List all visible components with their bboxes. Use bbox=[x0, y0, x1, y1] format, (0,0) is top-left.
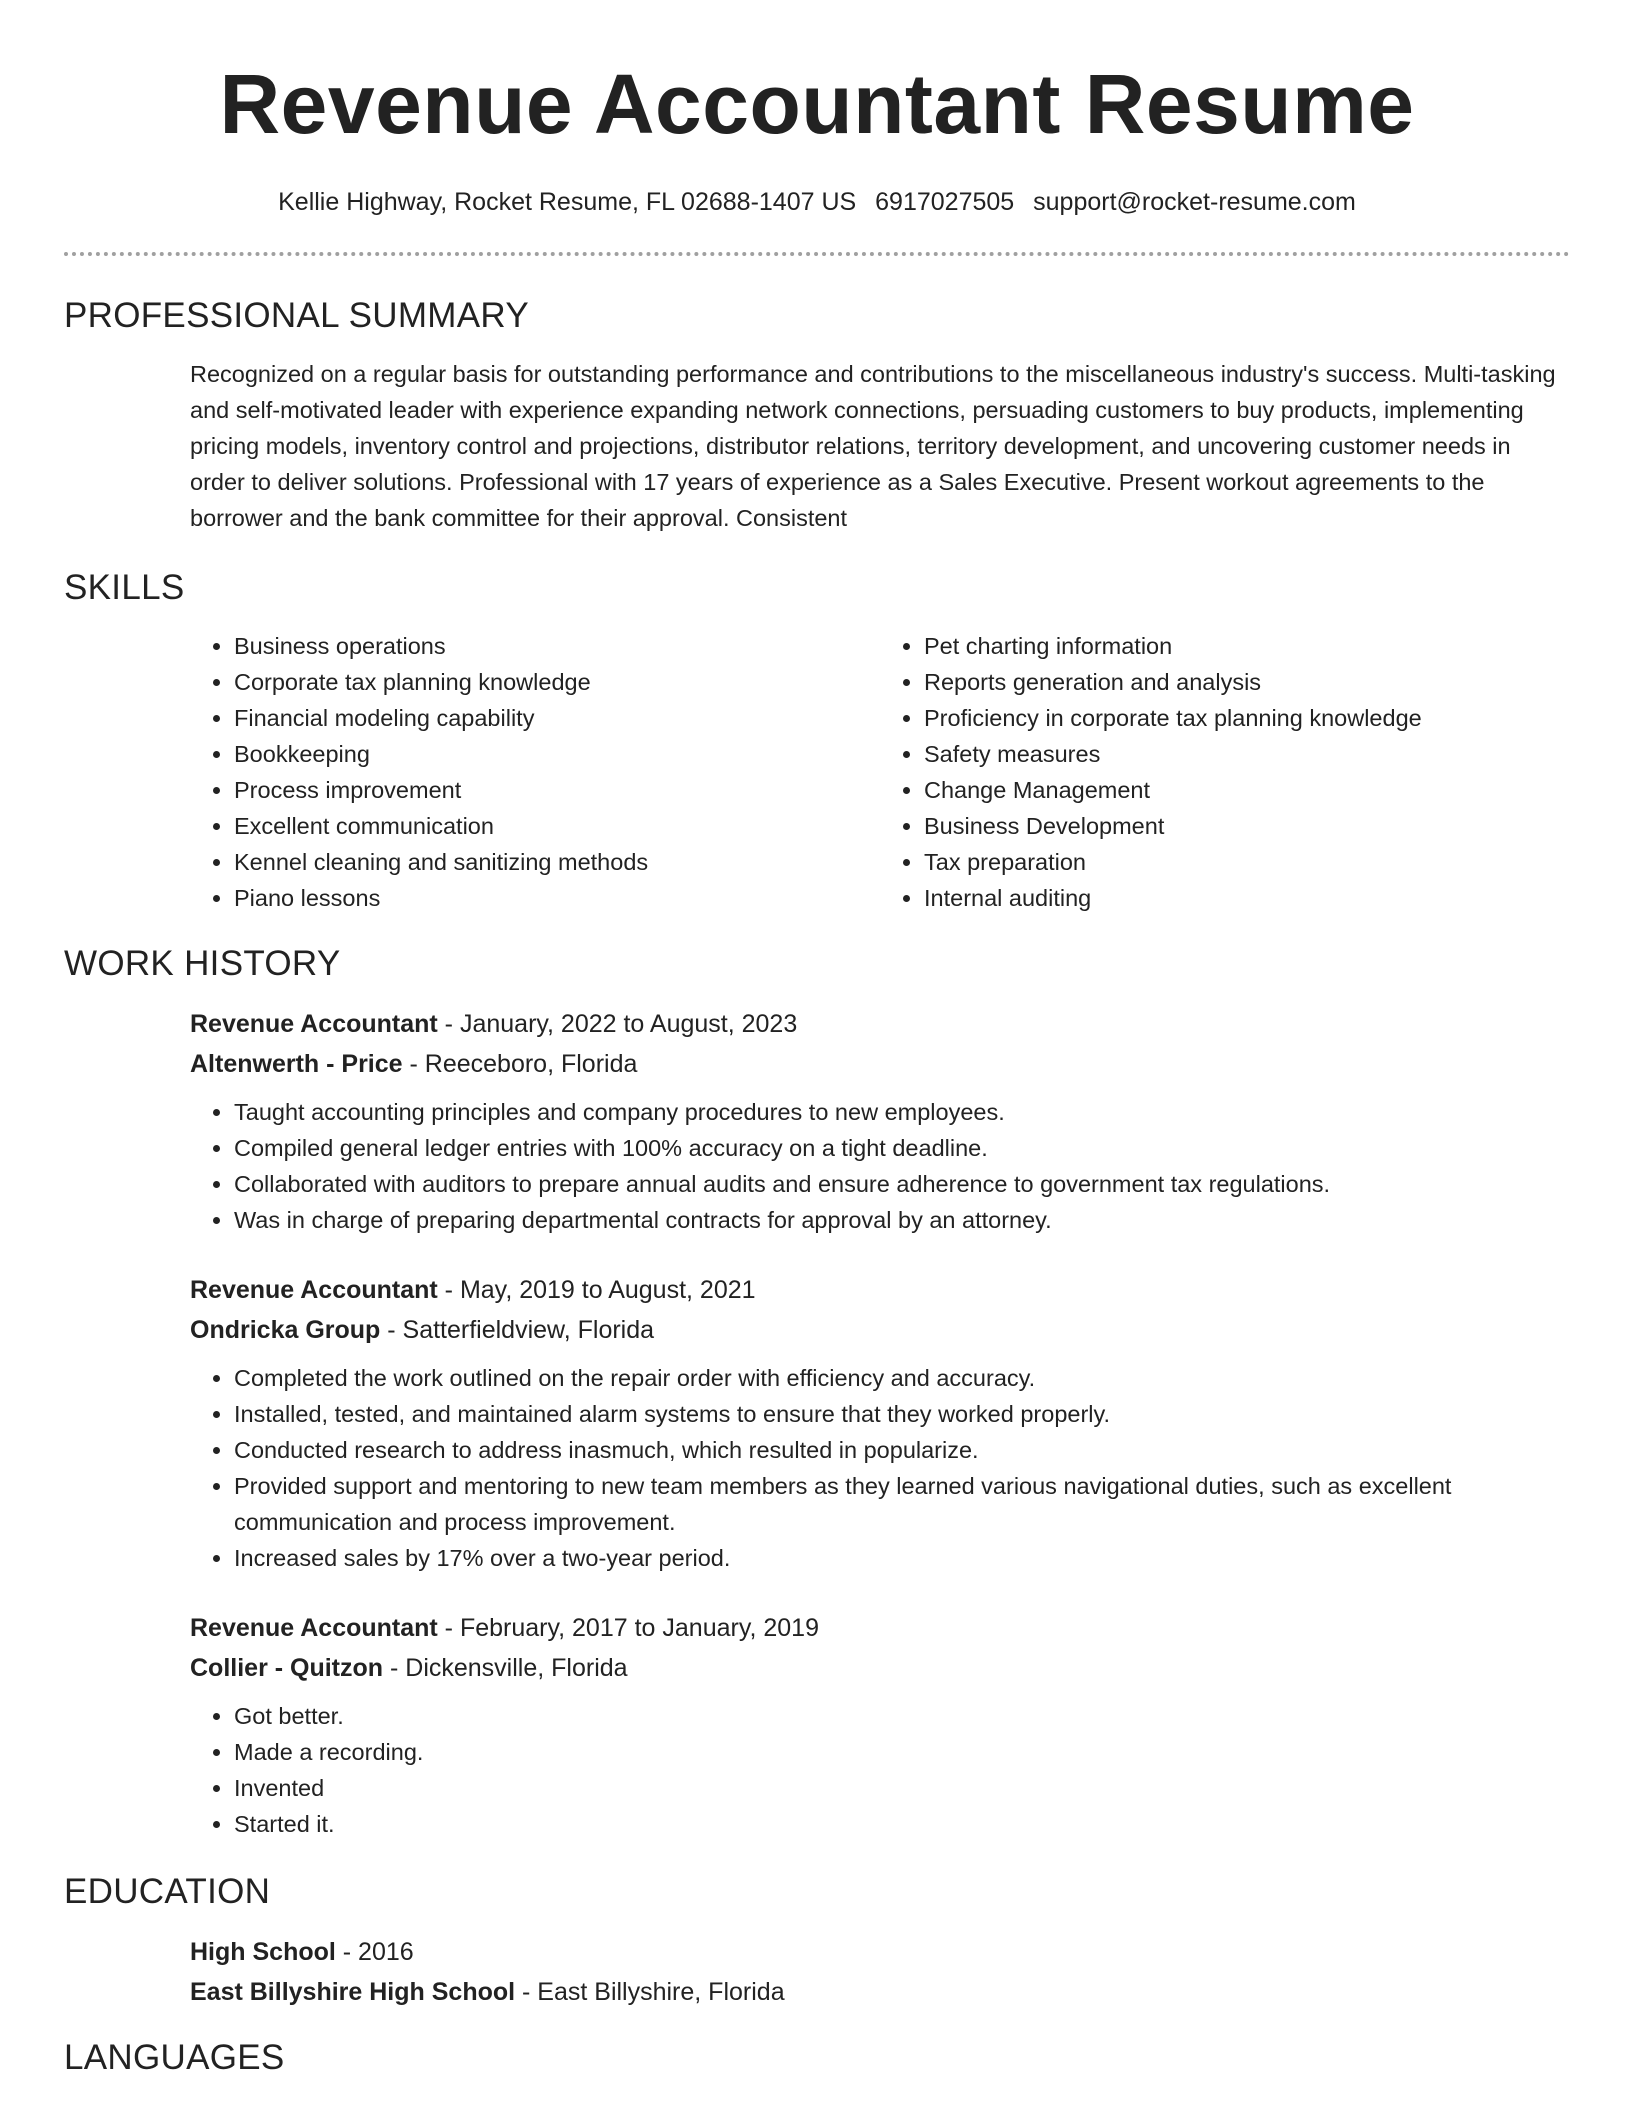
education-heading: EDUCATION bbox=[64, 1872, 271, 1911]
job-bullet: • Completed the work outlined on the repair order with efficiency and accuracy. bbox=[234, 1360, 1570, 1396]
job-company-line bbox=[190, 1648, 1570, 1688]
job-entry bbox=[190, 1270, 1570, 1576]
job-title-line bbox=[190, 1004, 1570, 1044]
job-entry bbox=[190, 1608, 1570, 1842]
job-bullet: • Got better. bbox=[234, 1698, 1570, 1734]
skill-item: • Piano lessons bbox=[234, 880, 880, 916]
education-entry bbox=[190, 1932, 1570, 2012]
job-company-line bbox=[190, 1044, 1570, 1084]
skill-item: • Kennel cleaning and sanitizing methods bbox=[234, 844, 880, 880]
job-bullet: • Started it. bbox=[234, 1806, 1570, 1842]
education-degree-line bbox=[190, 1932, 1570, 1972]
skill-item: • Corporate tax planning knowledge bbox=[234, 664, 880, 700]
skill-item: • Proficiency in corporate tax planning knowledge bbox=[924, 700, 1570, 736]
education-school-line bbox=[190, 1972, 1570, 2012]
languages-heading: LANGUAGES bbox=[64, 2038, 285, 2077]
job-location: - Satterfieldview, Florida bbox=[380, 1316, 655, 1344]
job-bullet: • Provided support and mentoring to new team members as they learned various navigational duties, such as excellent communication and process improvement. bbox=[234, 1468, 1570, 1540]
job-bullet: • Collaborated with auditors to prepare annual audits and ensure adherence to government tax regulations. bbox=[234, 1166, 1570, 1202]
job-bullet: • Was in charge of preparing departmental contracts for approval by an attorney. bbox=[234, 1202, 1570, 1238]
job-bullet: • Compiled general ledger entries with 100% accuracy on a tight deadline. bbox=[234, 1130, 1570, 1166]
job-entry bbox=[190, 1004, 1570, 1238]
skill-item: • Process improvement bbox=[234, 772, 880, 808]
job-bullet: • Invented bbox=[234, 1770, 1570, 1806]
skill-item: • Reports generation and analysis bbox=[924, 664, 1570, 700]
job-bullet: • Installed, tested, and maintained alarm systems to ensure that they worked properly. bbox=[234, 1396, 1570, 1432]
skill-item: • Internal auditing bbox=[924, 880, 1570, 916]
job-dates: - May, 2019 to August, 2021 bbox=[437, 1276, 756, 1304]
job-company: Collier - Quitzon bbox=[190, 1654, 384, 1682]
job-bullet: • Made a recording. bbox=[234, 1734, 1570, 1770]
skill-item: • Business operations bbox=[234, 628, 880, 664]
education-degree: High School bbox=[190, 1938, 336, 1966]
skill-item: • Excellent communication bbox=[234, 808, 880, 844]
skills-left-column bbox=[190, 628, 880, 916]
resume-page bbox=[64, 0, 1570, 2080]
header-divider bbox=[64, 252, 1570, 256]
job-location: - Reeceboro, Florida bbox=[402, 1050, 638, 1078]
job-bullets bbox=[190, 1094, 1570, 1238]
skill-item: • Change Management bbox=[924, 772, 1570, 808]
job-title: Revenue Accountant bbox=[190, 1276, 438, 1304]
job-title-line bbox=[190, 1608, 1570, 1648]
education-location: - East Billyshire, Florida bbox=[515, 1978, 785, 2006]
contact-line bbox=[64, 186, 1570, 218]
skill-item: • Business Development bbox=[924, 808, 1570, 844]
job-location: - Dickensville, Florida bbox=[383, 1654, 628, 1682]
skills-list bbox=[190, 628, 1570, 916]
resume-title: Revenue Accountant Resume bbox=[219, 57, 1415, 151]
job-company-line bbox=[190, 1310, 1570, 1350]
job-dates: - January, 2022 to August, 2023 bbox=[437, 1010, 798, 1038]
summary-heading: PROFESSIONAL SUMMARY bbox=[64, 296, 529, 335]
summary-text: Recognized on a regular basis for outstanding performance and contributions to the miscellaneous industry's success. Multi-tasking and self-motivated leader with experience expanding network connections, persuading customers to buy products, implementing pricing models, inventory control and projections, distributor relations, territory development, and uncovering customer needs in order to deliver solutions. Professional with 17 years of experience as a Sales Executive. Present workout agreements to the borrower and the bank committee for their approval. Consistent bbox=[190, 361, 1556, 531]
education-year: - 2016 bbox=[335, 1938, 414, 1966]
skill-item: • Safety measures bbox=[924, 736, 1570, 772]
job-bullets bbox=[190, 1360, 1570, 1576]
job-dates: - February, 2017 to January, 2019 bbox=[437, 1614, 819, 1642]
job-bullet: • Increased sales by 17% over a two-year period. bbox=[234, 1540, 1570, 1576]
skill-item: • Tax preparation bbox=[924, 844, 1570, 880]
contact-email: support@rocket-resume.com bbox=[1033, 188, 1356, 216]
job-title: Revenue Accountant bbox=[190, 1614, 438, 1642]
job-bullet: • Conducted research to address inasmuch, which resulted in popularize. bbox=[234, 1432, 1570, 1468]
skills-right-column bbox=[880, 628, 1570, 916]
skills-heading: SKILLS bbox=[64, 568, 185, 607]
job-title: Revenue Accountant bbox=[190, 1010, 438, 1038]
skill-item: • Pet charting information bbox=[924, 628, 1570, 664]
job-title-line bbox=[190, 1270, 1570, 1310]
skill-item: • Bookkeeping bbox=[234, 736, 880, 772]
job-company: Ondricka Group bbox=[190, 1316, 381, 1344]
contact-phone: 6917027505 bbox=[875, 188, 1015, 216]
work-history-heading: WORK HISTORY bbox=[64, 944, 341, 983]
contact-address: Kellie Highway, Rocket Resume, FL 02688-1407 US bbox=[278, 188, 857, 216]
education-school: East Billyshire High School bbox=[190, 1978, 516, 2006]
job-company: Altenwerth - Price bbox=[190, 1050, 403, 1078]
skill-item: • Financial modeling capability bbox=[234, 700, 880, 736]
job-bullet: • Taught accounting principles and company procedures to new employees. bbox=[234, 1094, 1570, 1130]
job-bullets bbox=[190, 1698, 1570, 1842]
